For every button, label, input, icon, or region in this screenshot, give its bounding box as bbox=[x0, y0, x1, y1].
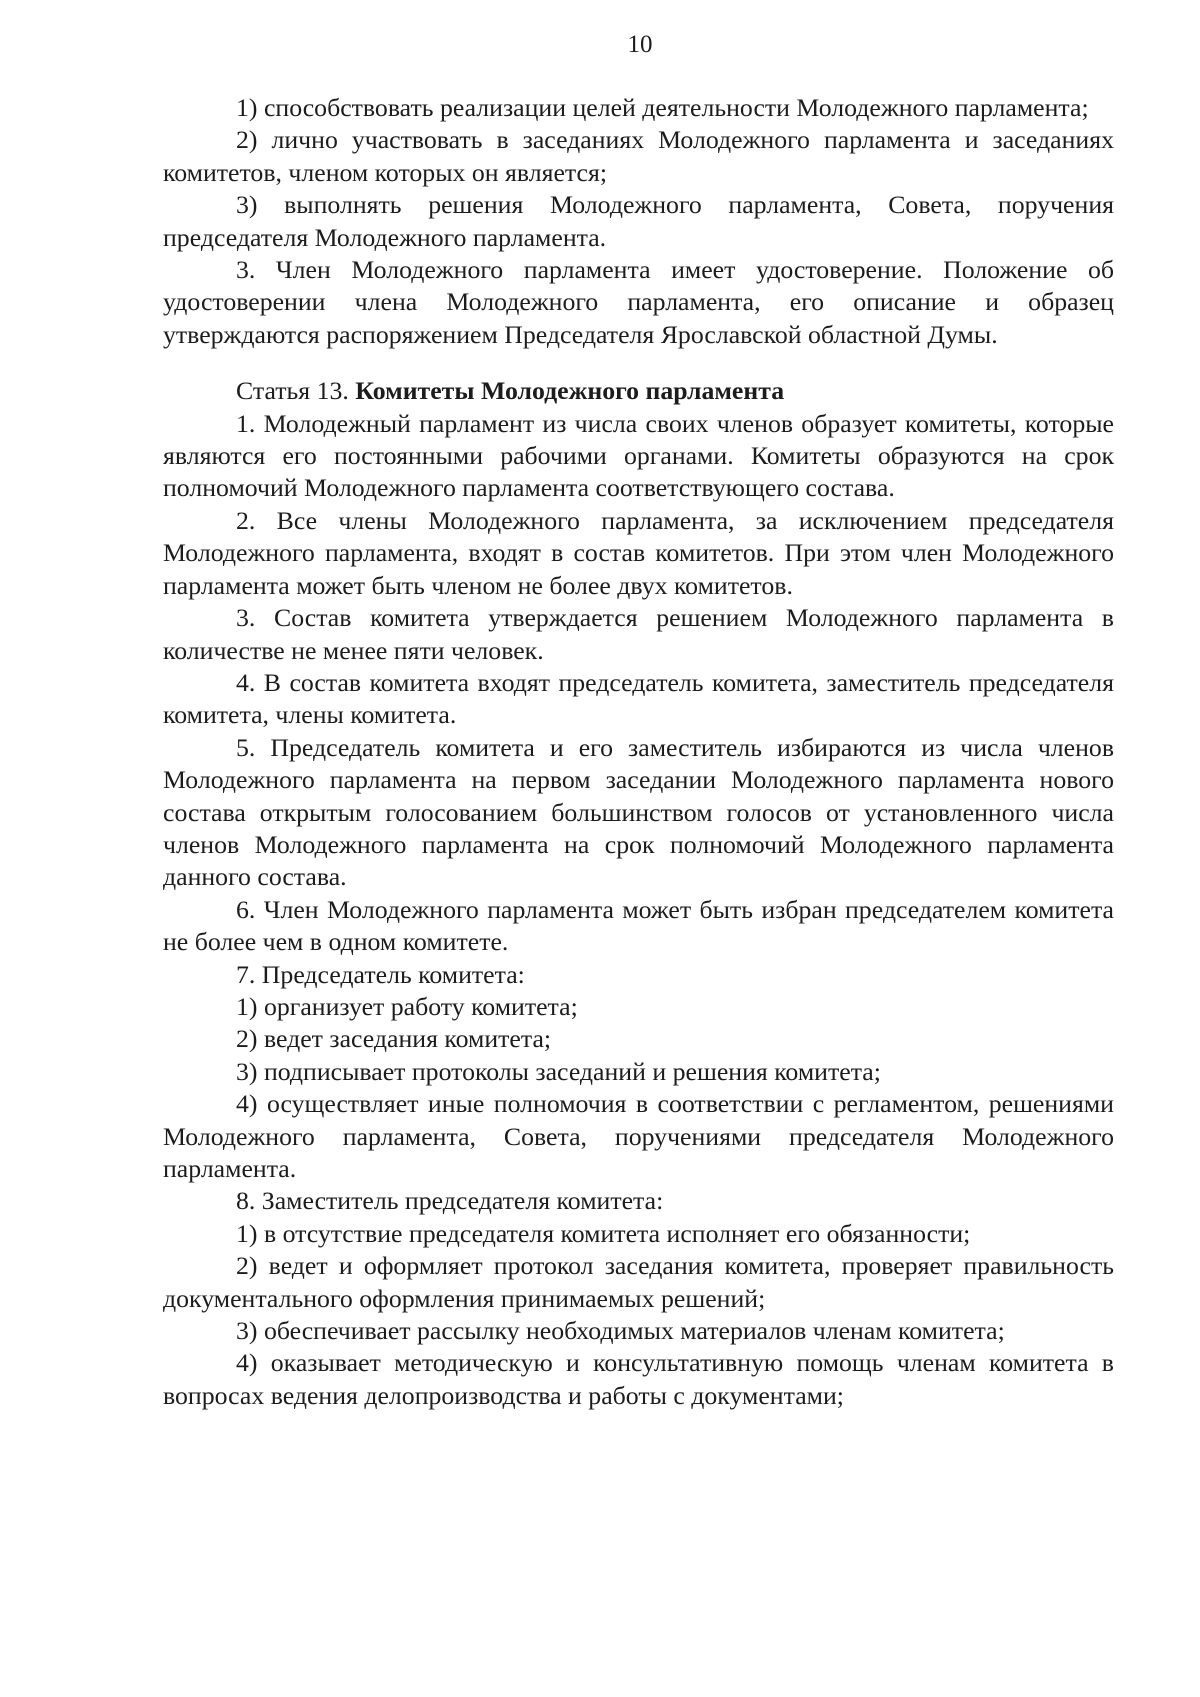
paragraph: 1) способствовать реализации целей деятельности Молодежного парламента; bbox=[236, 93, 1089, 122]
paragraph: 6. Член Молодежного парламента может быть избран председателем комитета не более чем в одном комитете. bbox=[163, 894, 1114, 957]
list-item: 3) обеспечивает рассылку необходимых материалов членам комитета; bbox=[236, 1316, 1005, 1346]
paragraph: 3. Состав комитета утверждается решением Молодежного парламента в количестве не менее пяти человек. bbox=[163, 603, 1114, 665]
page-number: 10 bbox=[627, 31, 653, 58]
list-item: 1) в отсутствие председателя комитета исполняет его обязанности; bbox=[236, 1218, 971, 1248]
article-label: Статья 13. bbox=[236, 376, 356, 406]
paragraph: 5. Председатель комитета и его заместитель избираются из числа членов Молодежного парламента на первом заседании Молодежного парламента нового состава открытым голосованием большинством голосов от установленного числа членов Молодежного парламента на срок полномочий Молодежного парламента данного состава. bbox=[163, 732, 1114, 892]
paragraph: 3. Член Молодежного парламента имеет удостоверение. Положение об удостоверении члена Молодежного парламента, его описание и образец утверждаются распоряжением Председателя Ярославской областной Думы. bbox=[163, 255, 1114, 349]
paragraph: 2) лично участвовать в заседаниях Молодежного парламента и заседаниях комитетов, членом которых он является; bbox=[163, 125, 1114, 187]
list-item: 1) организует работу комитета; bbox=[236, 991, 578, 1021]
list-item: 4) осуществляет иные полномочия в соответствии с регламентом, решениями Молодежного парламента, Совета, поручениями председателя Молодежного парламента. bbox=[163, 1089, 1114, 1183]
article-title: Комитеты Молодежного парламента bbox=[355, 376, 785, 406]
list-item: 2) ведет и оформляет протокол заседания комитета, проверяет правильность документального оформления принимаемых решений; bbox=[163, 1251, 1114, 1313]
section-spacer bbox=[163, 351, 1114, 375]
list-item: 2) ведет заседания комитета; bbox=[236, 1024, 552, 1054]
paragraph: 7. Председатель комитета: bbox=[236, 959, 525, 989]
paragraph: 8. Заместитель председателя комитета: bbox=[236, 1186, 664, 1216]
paragraph: 3) выполнять решения Молодежного парламента, Совета, поручения председателя Молодежного парламента. bbox=[163, 190, 1114, 252]
list-item: 3) подписывает протоколы заседаний и решения комитета; bbox=[236, 1056, 881, 1086]
document-body bbox=[163, 92, 1114, 1412]
article-heading bbox=[163, 375, 1114, 407]
paragraph: 2. Все члены Молодежного парламента, за исключением председателя Молодежного парламента, входят в состав комитетов. При этом член Молодежного парламента может быть членом не более двух комитетов. bbox=[163, 505, 1114, 600]
paragraph: 4. В состав комитета входят председатель комитета, заместитель председателя комитета, члены комитета. bbox=[163, 667, 1114, 730]
paragraph: 1. Молодежный парламент из числа своих членов образует комитеты, которые являются его постоянными рабочими органами. Комитеты образуются на срок полномочий Молодежного парламента соответствующего состава. bbox=[163, 408, 1114, 503]
list-item: 4) оказывает методическую и консультативную помощь членам комитета в вопросах ведения делопроизводства и работы с документами; bbox=[163, 1348, 1114, 1410]
